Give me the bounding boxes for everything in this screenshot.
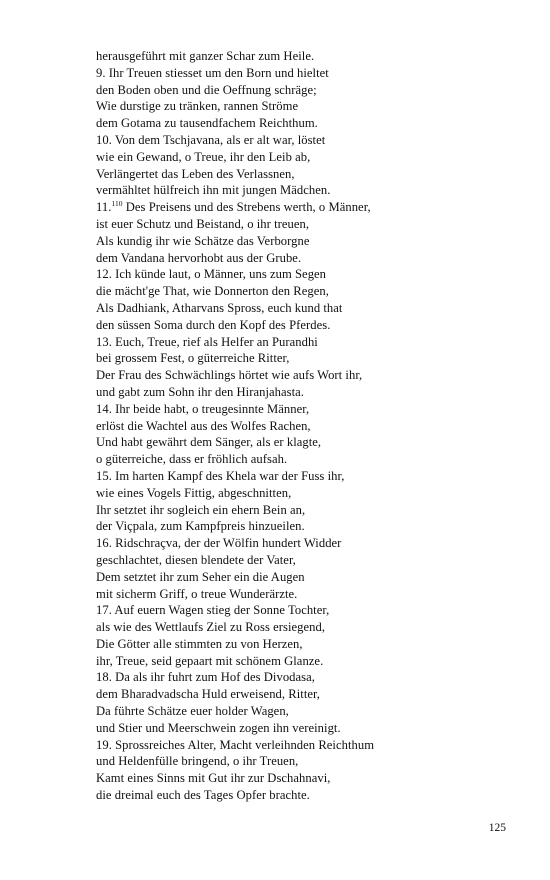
text-line: Verlängertet das Leben des Verlassnen, bbox=[96, 166, 295, 181]
text-line: der Viçpala, zum Kampfpreis hinzueilen. bbox=[96, 519, 305, 534]
text-line: mit sicherm Griff, o treue Wunderärzte. bbox=[96, 586, 298, 601]
text-line: Da führte Schätze euer holder Wagen, bbox=[96, 704, 289, 719]
text-line: 10. Von dem Tschjavana, als er alt war, löstet bbox=[96, 132, 326, 147]
text-line: 12. Ich künde laut, o Männer, uns zum Segen bbox=[96, 267, 327, 282]
text-line: und Heldenfülle bringend, o ihr Treuen, bbox=[96, 754, 299, 769]
text-line: 14. Ihr beide habt, o treugesinnte Männer, bbox=[96, 401, 310, 416]
verse-text-block bbox=[96, 48, 516, 804]
text-line: o güterreiche, dass er fröhlich aufsah. bbox=[96, 452, 288, 467]
text-line: Dem setztet ihr zum Seher ein die Augen bbox=[96, 569, 305, 584]
text-line: als wie des Wettlaufs Ziel zu Ross ersiegend, bbox=[96, 620, 326, 635]
text-line: den süssen Soma durch den Kopf des Pferdes. bbox=[96, 317, 331, 332]
text-line: Ihr setztet ihr sogleich ein ehern Bein an, bbox=[96, 502, 306, 517]
text-line: Die Götter alle stimmten zu von Herzen, bbox=[96, 636, 303, 651]
line-text: Des Preisens und des Strebens werth, o Männer, bbox=[122, 200, 371, 215]
text-line: Als kundig ihr wie Schätze das Verborgne bbox=[96, 233, 310, 248]
text-line: vermähltet hülfreich ihn mit jungen Mädchen. bbox=[96, 183, 331, 198]
text-line: ihr, Treue, seid gepaart mit schönem Glanze. bbox=[96, 653, 324, 668]
footnote-marker[interactable]: 110 bbox=[111, 199, 123, 209]
text-line: Wie durstige zu tränken, rannen Ströme bbox=[96, 99, 299, 114]
text-line: ist euer Schutz und Beistand, o ihr treuen, bbox=[96, 216, 310, 231]
verse-number: 11. bbox=[96, 200, 112, 215]
text-line: 13. Euch, Treue, rief als Helfer an Purandhi bbox=[96, 334, 318, 349]
text-line: erlöst die Wachtel aus des Wolfes Rachen, bbox=[96, 418, 311, 433]
text-line: wie eines Vogels Fittig, abgeschnitten, bbox=[96, 485, 292, 500]
text-line: 18. Da als ihr fuhrt zum Hof des Divodasa, bbox=[96, 670, 315, 685]
text-line: und gabt zum Sohn ihr den Hiranjahasta. bbox=[96, 384, 304, 399]
text-line-with-footnote bbox=[96, 199, 516, 216]
text-line: dem Vandana hervorhobt aus der Grube. bbox=[96, 250, 302, 265]
text-line: 15. Im harten Kampf des Khela war der Fuss ihr, bbox=[96, 468, 345, 483]
text-line: und Stier und Meerschwein zogen ihn vereinigt. bbox=[96, 720, 341, 735]
text-line: bei grossem Fest, o güterreiche Ritter, bbox=[96, 351, 290, 366]
text-line: 19. Sprossreiches Alter, Macht verleihnden Reichthum bbox=[96, 737, 375, 752]
text-line: herausgeführt mit ganzer Schar zum Heile. bbox=[96, 49, 315, 63]
text-line: dem Gotama zu tausendfachem Reichthum. bbox=[96, 116, 318, 131]
text-line: geschlachtet, diesen blendete der Vater, bbox=[96, 552, 296, 567]
text-line: dem Bharadvadscha Huld erweisend, Ritter, bbox=[96, 687, 320, 702]
text-line: wie ein Gewand, o Treue, ihr den Leib ab, bbox=[96, 149, 311, 164]
page-number: 125 bbox=[488, 822, 506, 834]
text-line: Und habt gewährt dem Sänger, als er klagte, bbox=[96, 435, 322, 450]
text-line: den Boden oben und die Oeffnung schräge; bbox=[96, 82, 317, 97]
text-line: 9. Ihr Treuen stiesset um den Born und hieltet bbox=[96, 65, 329, 80]
text-line: 17. Auf euern Wagen stieg der Sonne Tochter, bbox=[96, 603, 330, 618]
text-line: Der Frau des Schwächlings hörtet wie aufs Wort ihr, bbox=[96, 368, 363, 383]
text-line: 16. Ridschraçva, der der Wölfin hundert Widder bbox=[96, 536, 342, 551]
text-line: die dreimal euch des Tages Opfer brachte. bbox=[96, 788, 310, 803]
text-line: Als Dadhiank, Atharvans Spross, euch kund that bbox=[96, 300, 343, 315]
text-line: Kamt eines Sinns mit Gut ihr zur Dschahnavi, bbox=[96, 771, 331, 786]
text-line: die mächt'ge That, wie Donnerton den Regen, bbox=[96, 284, 329, 299]
